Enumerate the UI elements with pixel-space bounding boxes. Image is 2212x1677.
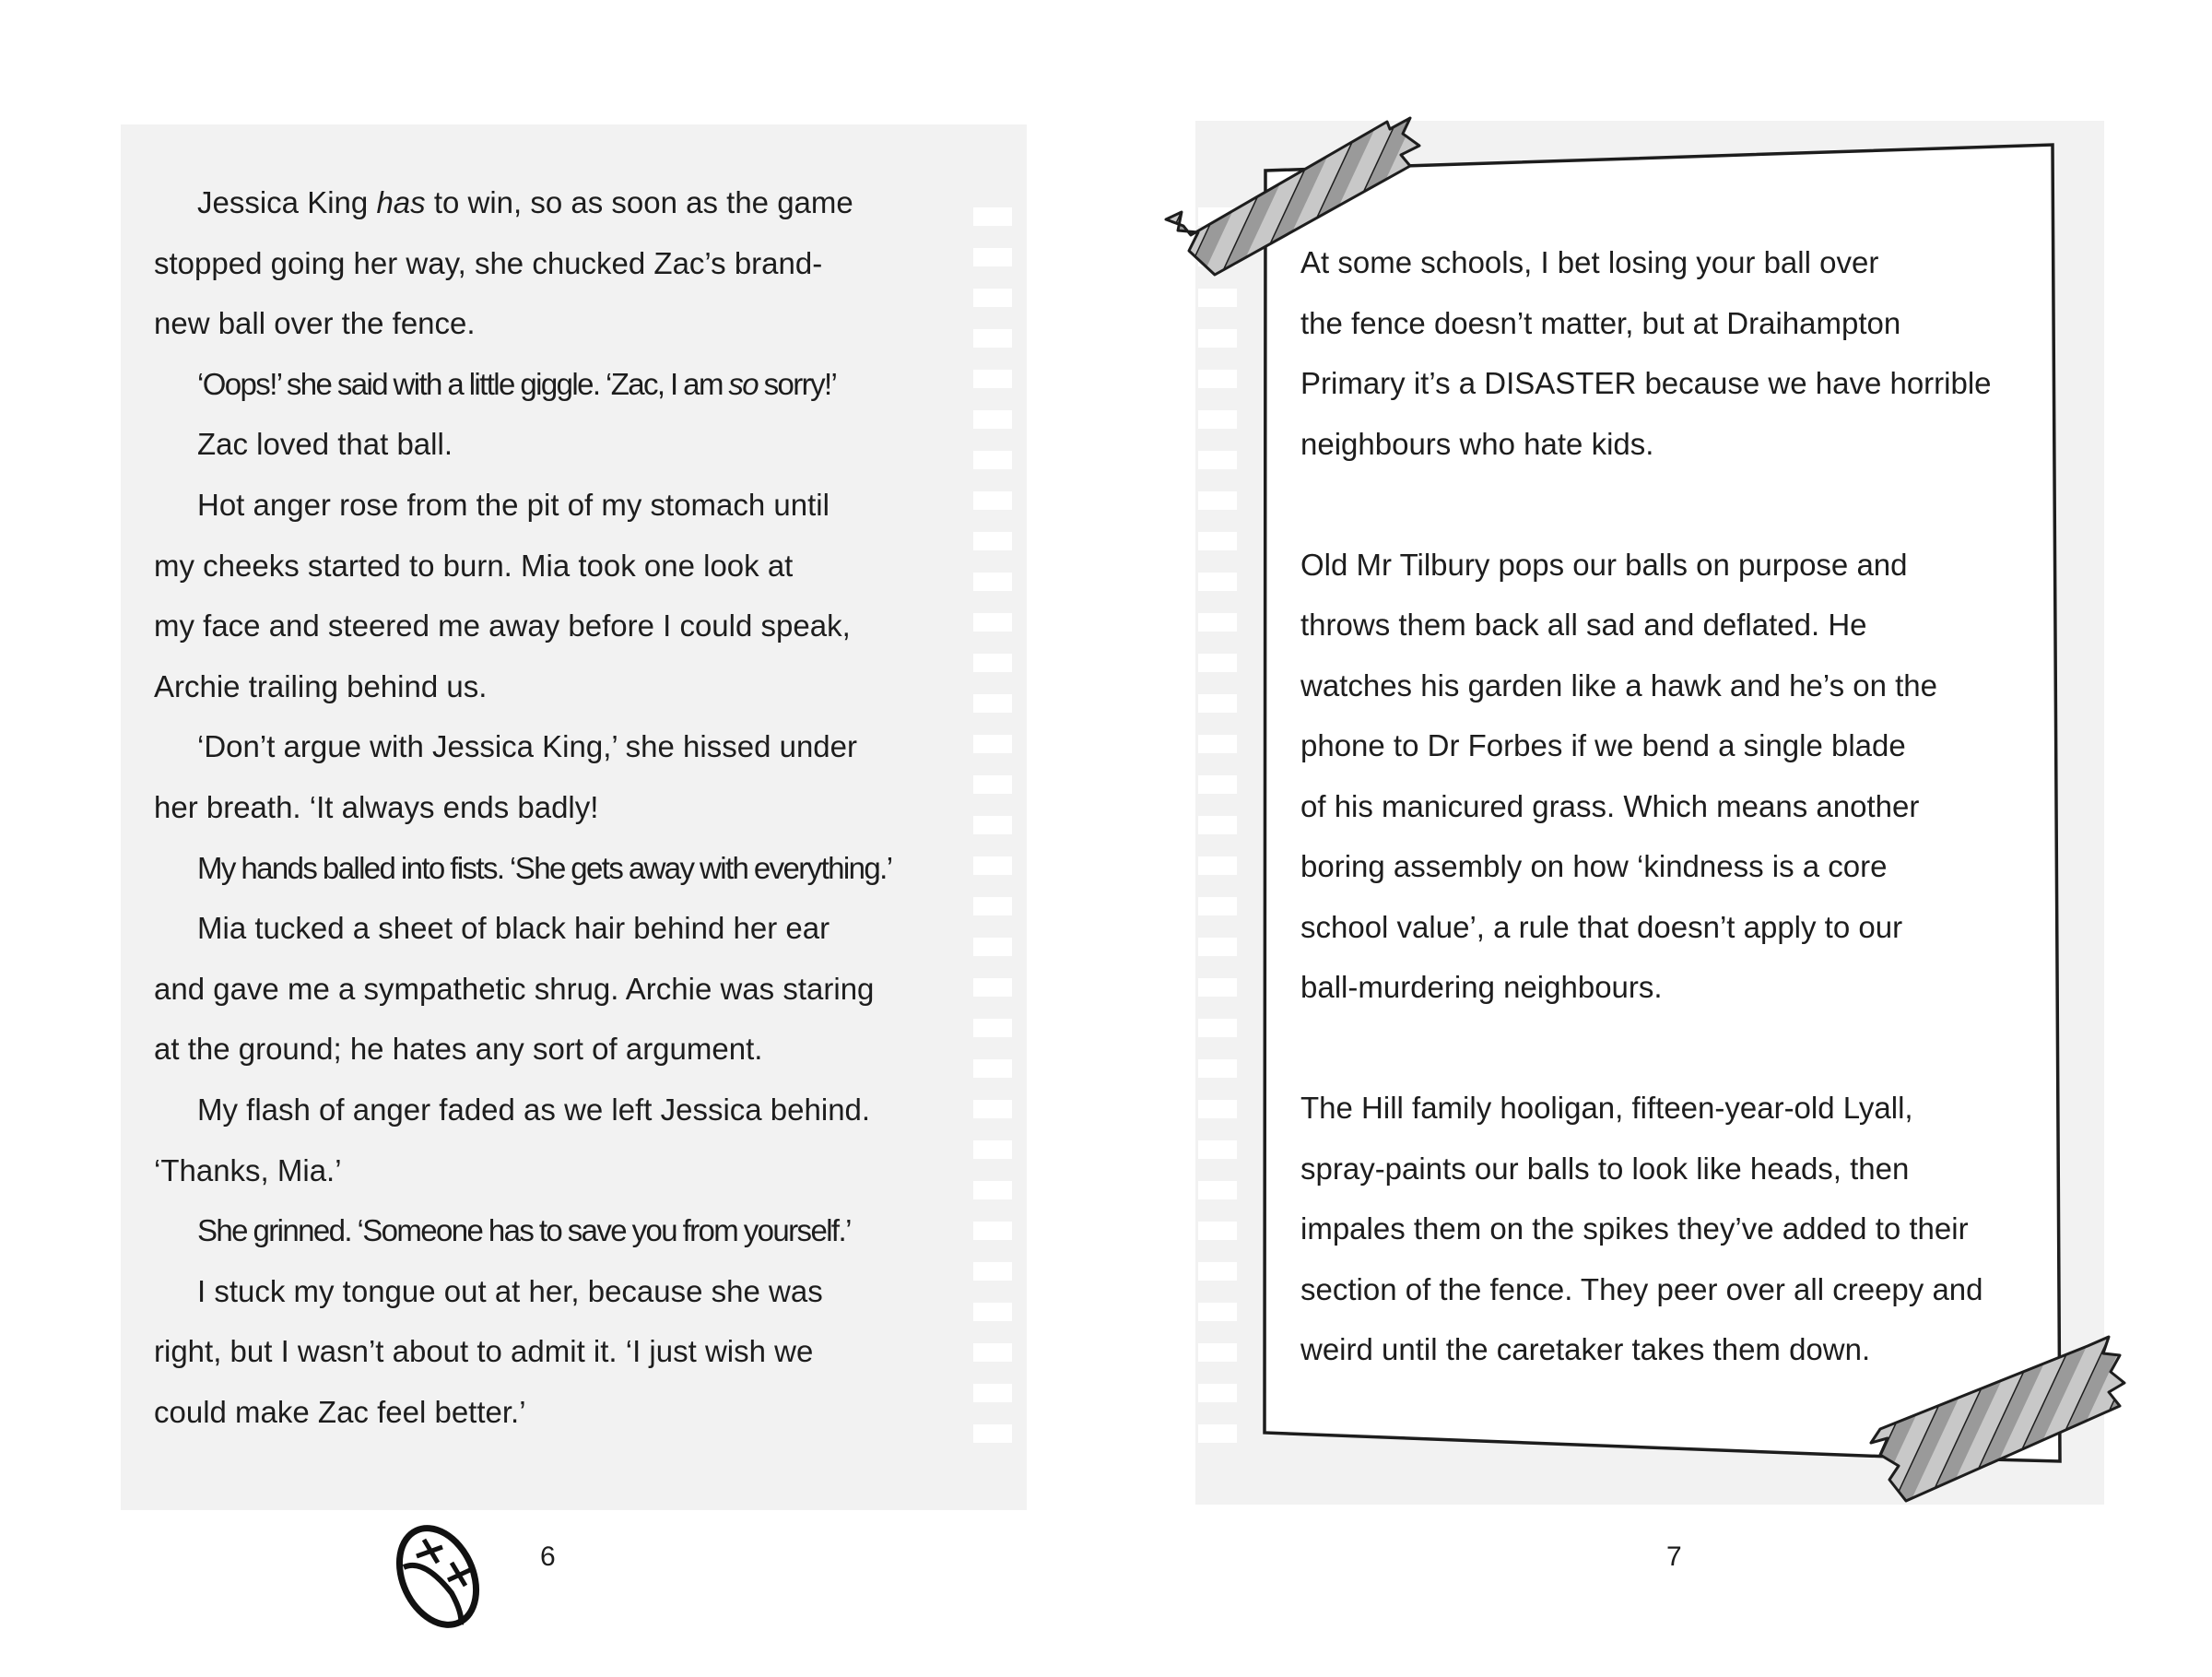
note-line: the fence doesn’t matter, but at Draihampton <box>1300 305 1901 340</box>
note-line: impales them on the spikes they’ve added to their <box>1300 1211 1969 1246</box>
dizzy-face-icon <box>387 1521 498 1632</box>
text-segment: her breath. ‘It always ends badly! <box>154 790 599 824</box>
note-line: throws them back all sad and deflated. He <box>1300 608 1867 642</box>
italic-text: has <box>376 185 426 219</box>
text-segment: my face and steered me away before I could speak, <box>154 608 851 644</box>
text-segment: ‘Thanks, Mia.’ <box>154 1152 342 1187</box>
note-line: Old Mr Tilbury pops our balls on purpose and <box>1300 547 1908 582</box>
note-line: spray-paints our balls to look like heads, then <box>1300 1151 1910 1186</box>
text-segment: Jessica King <box>197 185 377 219</box>
text-segment: Archie trailing behind us. <box>154 668 488 703</box>
note-line: The Hill family hooligan, fifteen-year-old Lyall, <box>1300 1091 1913 1125</box>
note-line: neighbours who hate kids. <box>1300 426 1654 461</box>
note-line: phone to Dr Forbes if we bend a single blade <box>1300 728 1906 762</box>
text-segment: new ball over the fence. <box>154 306 476 341</box>
text-segment: right, but I wasn’t about to admit it. ‘I just wish we <box>154 1334 814 1369</box>
text-segment: Mia tucked a sheet of black hair behind her ear <box>197 911 830 946</box>
text-segment: My flash of anger faded as we left Jessica behind. <box>197 1092 871 1127</box>
note-line: of his manicured grass. Which means another <box>1300 788 1920 823</box>
note-line: Primary it’s a DISASTER because we have horrible <box>1300 366 1992 400</box>
text-segment: ‘Oops!’ she said with a little giggle. ‘Zac, I am <box>197 366 729 401</box>
text-segment: She grinned. ‘Someone has to save you from yourself.’ <box>197 1213 851 1248</box>
note-line: ball-murdering neighbours. <box>1300 970 1663 1004</box>
text-segment: sorry!’ <box>758 366 837 401</box>
page-number-right: 7 <box>1666 1541 1682 1572</box>
note-line: weird until the caretaker takes them down. <box>1300 1332 1871 1366</box>
note-line: school value’, a rule that doesn’t apply to our <box>1300 909 1903 944</box>
page-number-left: 6 <box>540 1541 556 1572</box>
text-segment: I stuck my tongue out at her, because she was <box>197 1273 823 1308</box>
tape-top-left-icon <box>1166 118 1419 275</box>
text-segment: ‘Don’t argue with Jessica King,’ she hissed under <box>197 729 857 764</box>
text-segment: My hands balled into fists. ‘She gets away with everything.’ <box>197 850 892 885</box>
text-segment: my cheeks started to burn. Mia took one look at <box>154 548 794 583</box>
text-segment: and gave me a sympathetic shrug. Archie was staring <box>154 971 875 1006</box>
text-segment: stopped going her way, she chucked Zac’s brand- <box>154 245 823 280</box>
text-segment: Zac loved that ball. <box>197 427 453 462</box>
note-line: section of the fence. They peer over all creepy and <box>1300 1271 1983 1306</box>
text-segment: to win, so as soon as the game <box>425 185 853 219</box>
note-line: At some schools, I bet losing your ball over <box>1300 245 1879 279</box>
text-segment: Hot anger rose from the pit of my stomach until <box>197 488 830 522</box>
note-line: boring assembly on how ‘kindness is a core <box>1300 849 1888 883</box>
note-line: watches his garden like a hawk and he’s on the <box>1300 667 1938 703</box>
text-segment: at the ground; he hates any sort of argument. <box>154 1032 763 1067</box>
italic-text: so <box>728 366 759 401</box>
text-segment: could make Zac feel better.’ <box>154 1395 526 1429</box>
tape-bottom-right-icon <box>1871 1337 2124 1501</box>
